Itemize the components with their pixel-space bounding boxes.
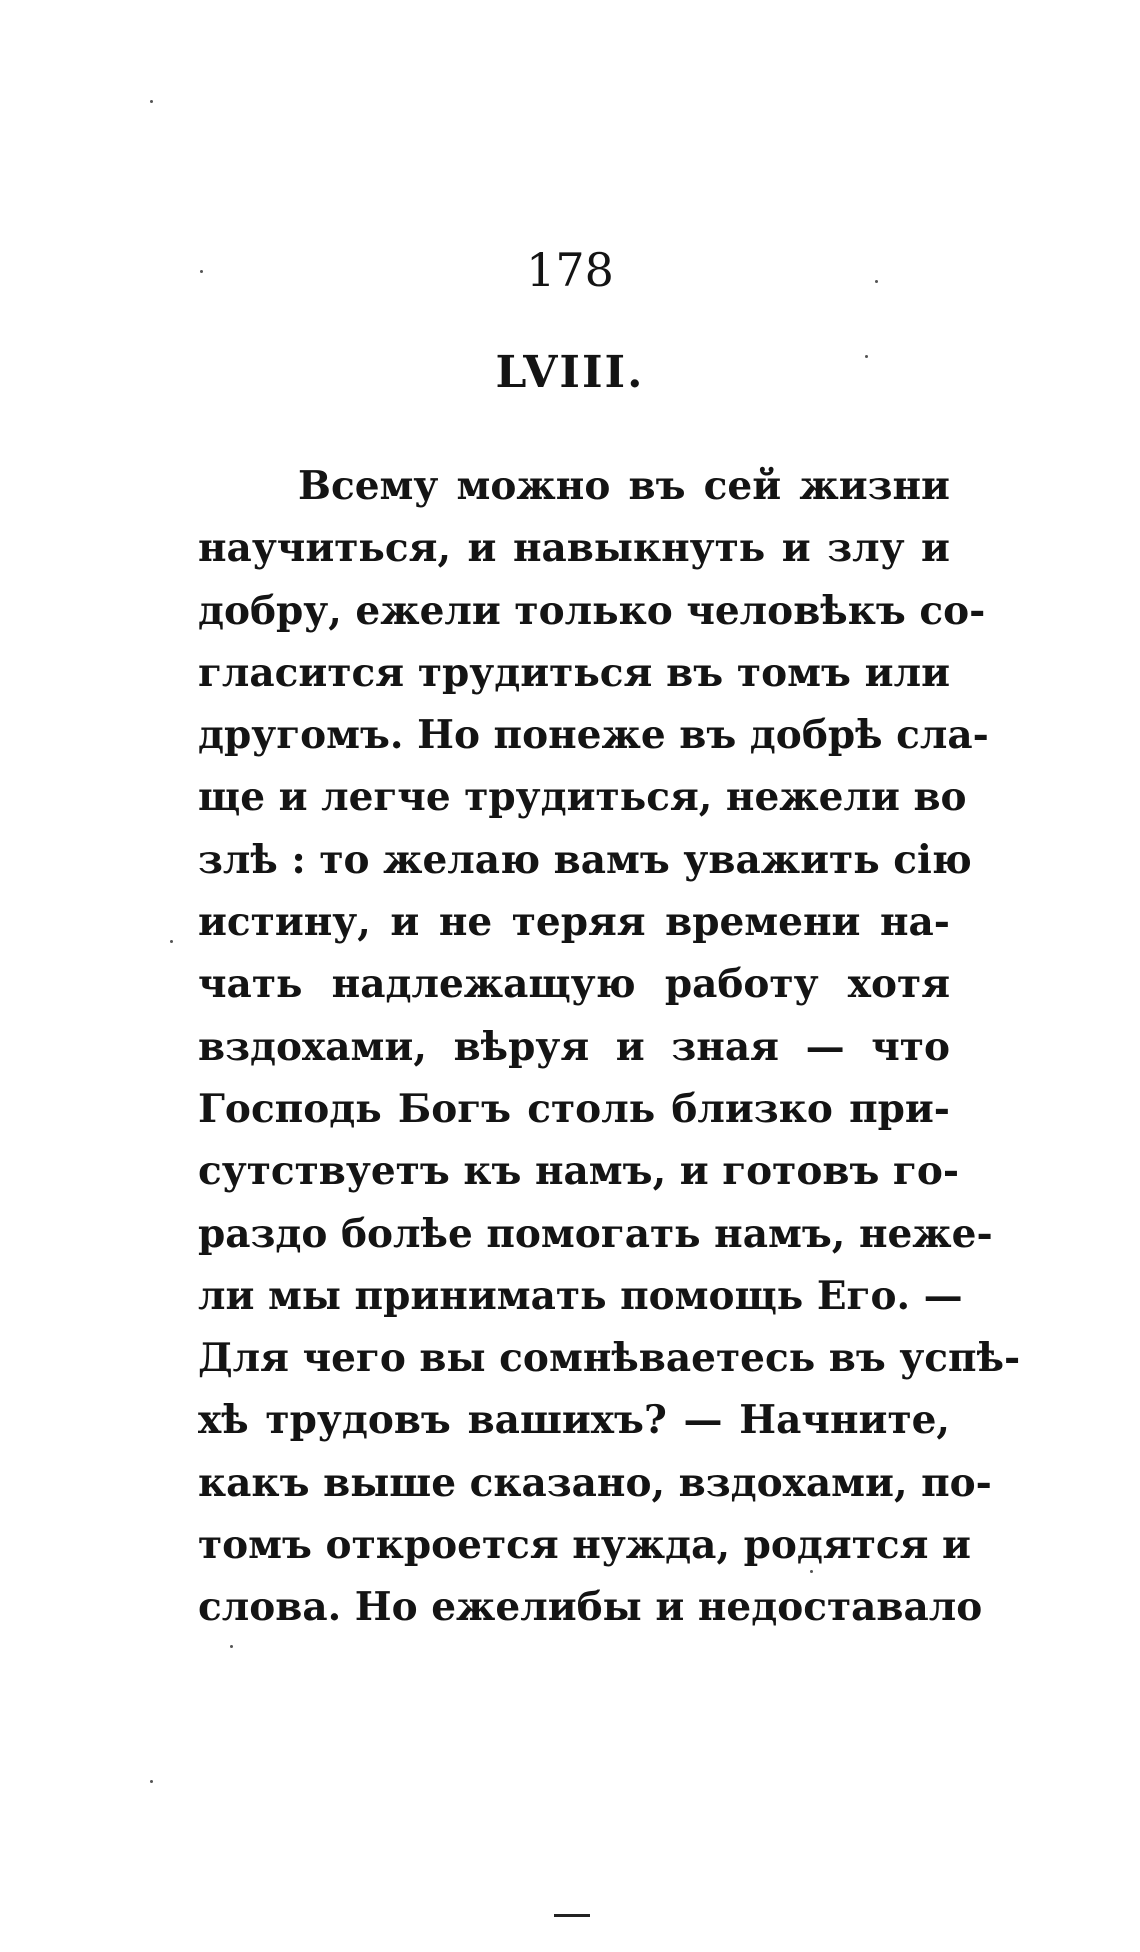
text-line: сутствуетъ къ намъ, и готовъ го- — [198, 1148, 960, 1195]
scan-speck — [230, 1645, 233, 1648]
scan-speck — [200, 270, 203, 273]
text-line: Господь Богъ столь близко при- — [198, 1085, 950, 1132]
scan-speck — [810, 1570, 813, 1573]
footer-rule — [554, 1914, 590, 1917]
text-line: гласится трудиться въ томъ или — [198, 649, 950, 696]
text-line: слова. Но ежелибы и недоставало — [198, 1584, 983, 1631]
text-line: научиться, и навыкнуть и злу и — [198, 525, 950, 572]
text-line: добру, ежели только человѣкъ со- — [198, 587, 986, 634]
text-line: Для чего вы сомнѣваетесь въ успѣ- — [198, 1335, 1021, 1382]
scan-speck — [150, 1780, 153, 1783]
page-number: 178 — [526, 243, 614, 297]
text-line: вздохами, вѣруя и зная — что — [198, 1023, 950, 1070]
text-line: ще и легче трудиться, нежели во — [198, 774, 967, 821]
text-line: Всему можно въ сей жизни — [298, 463, 950, 509]
scan-speck — [865, 355, 868, 358]
text-line: истину, и не теряя времени на- — [198, 899, 950, 946]
text-line: злѣ : то желаю вамъ уважить сію — [198, 836, 972, 883]
text-line: хѣ трудовъ вашихъ? — Начните, — [198, 1397, 950, 1444]
text-line: томъ откроется нужда, родятся и — [198, 1522, 971, 1569]
text-line: чать надлежащую работу хотя — [198, 961, 950, 1008]
scan-speck — [150, 100, 153, 103]
text-line: ли мы принимать помощь Его. — — [198, 1272, 963, 1319]
text-line: другомъ. Но понеже въ добрѣ сла- — [198, 712, 989, 759]
text-line: раздо болѣе помогать намъ, неже- — [198, 1210, 993, 1257]
chapter-heading: LVIII. — [495, 347, 645, 398]
body-text — [198, 455, 1021, 1639]
text-line: какъ выше сказано, вздохами, по- — [198, 1459, 992, 1506]
scan-speck — [875, 280, 878, 283]
scan-speck — [170, 940, 173, 943]
